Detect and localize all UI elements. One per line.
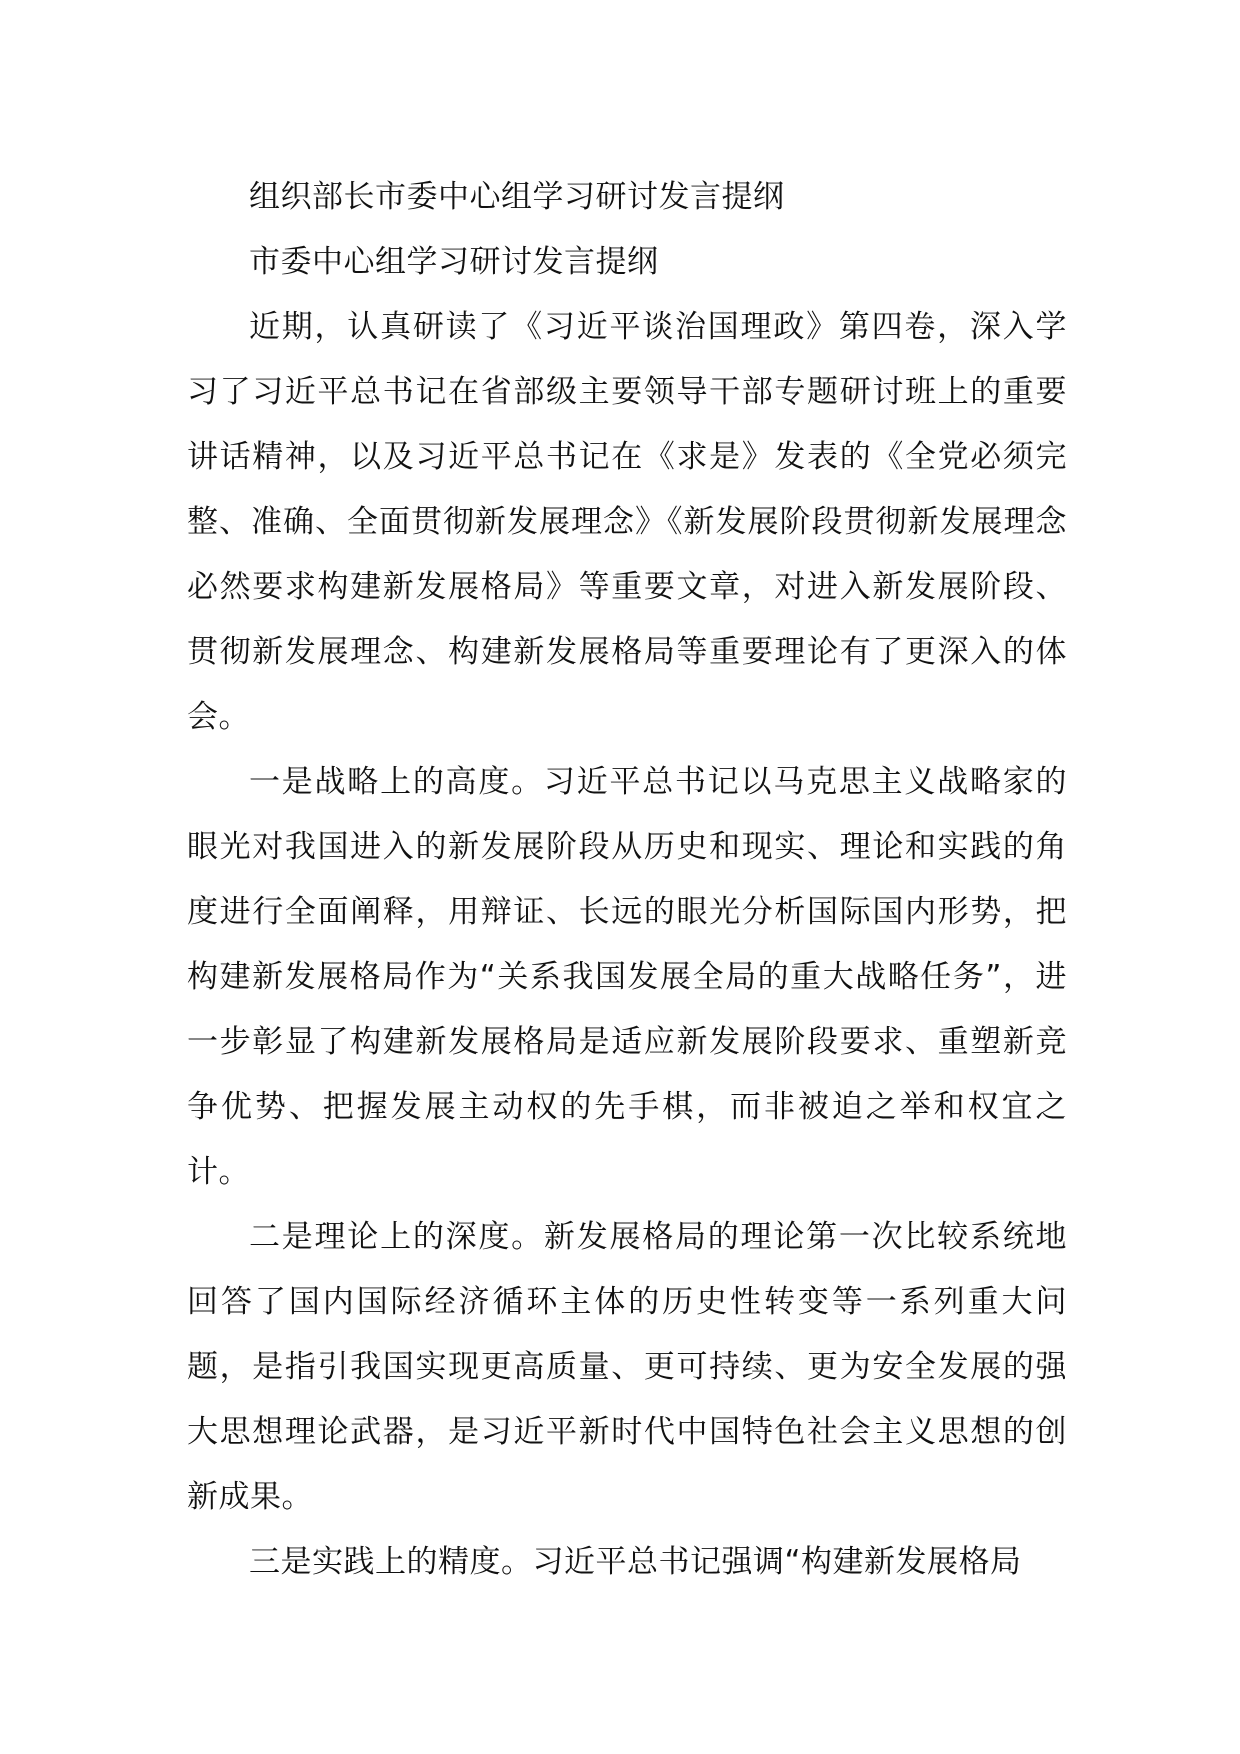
document-subtitle: 市委中心组学习研讨发言提纲 bbox=[249, 244, 659, 280]
document-body bbox=[187, 165, 1067, 1595]
paragraph-intro: 近期，认真研读了《习近平谈治国理政》第四卷，深入学习了习近平总书记在省部级主要领导干部专题研讨班上的重要讲话精神，以及习近平总书记在《求是》发表的《全党必须完整、准确、全面贯彻新发展理念》《新发展阶段贯彻新发展理念必然要求构建新发展格局》等重要文章，对进入新发展阶段、贯彻新发展理念、构建新发展格局等重要理论有了更深入的体会。 bbox=[187, 309, 1067, 735]
paragraph-strategy: 一是战略上的高度。习近平总书记以马克思主义战略家的眼光对我国进入的新发展阶段从历史和现实、理论和实践的角度进行全面阐释，用辩证、长远的眼光分析国际国内形势，把构建新发展格局作为“关系我国发展全局的重大战略任务”，进一步彰显了构建新发展格局是适应新发展阶段要求、重塑新竞争优势、把握发展主动权的先手棋，而非被迫之举和权宜之计。 bbox=[187, 764, 1067, 1190]
paragraph-practice: 三是实践上的精度。习近平总书记强调“构建新发展格局 bbox=[249, 1544, 1022, 1580]
document-title: 组织部长市委中心组学习研讨发言提纲 bbox=[249, 179, 785, 215]
paragraph-theory: 二是理论上的深度。新发展格局的理论第一次比较系统地回答了国内国际经济循环主体的历史性转变等一系列重大问题，是指引我国实现更高质量、更可持续、更为安全发展的强大思想理论武器，是习近平新时代中国特色社会主义思想的创新成果。 bbox=[187, 1219, 1067, 1515]
